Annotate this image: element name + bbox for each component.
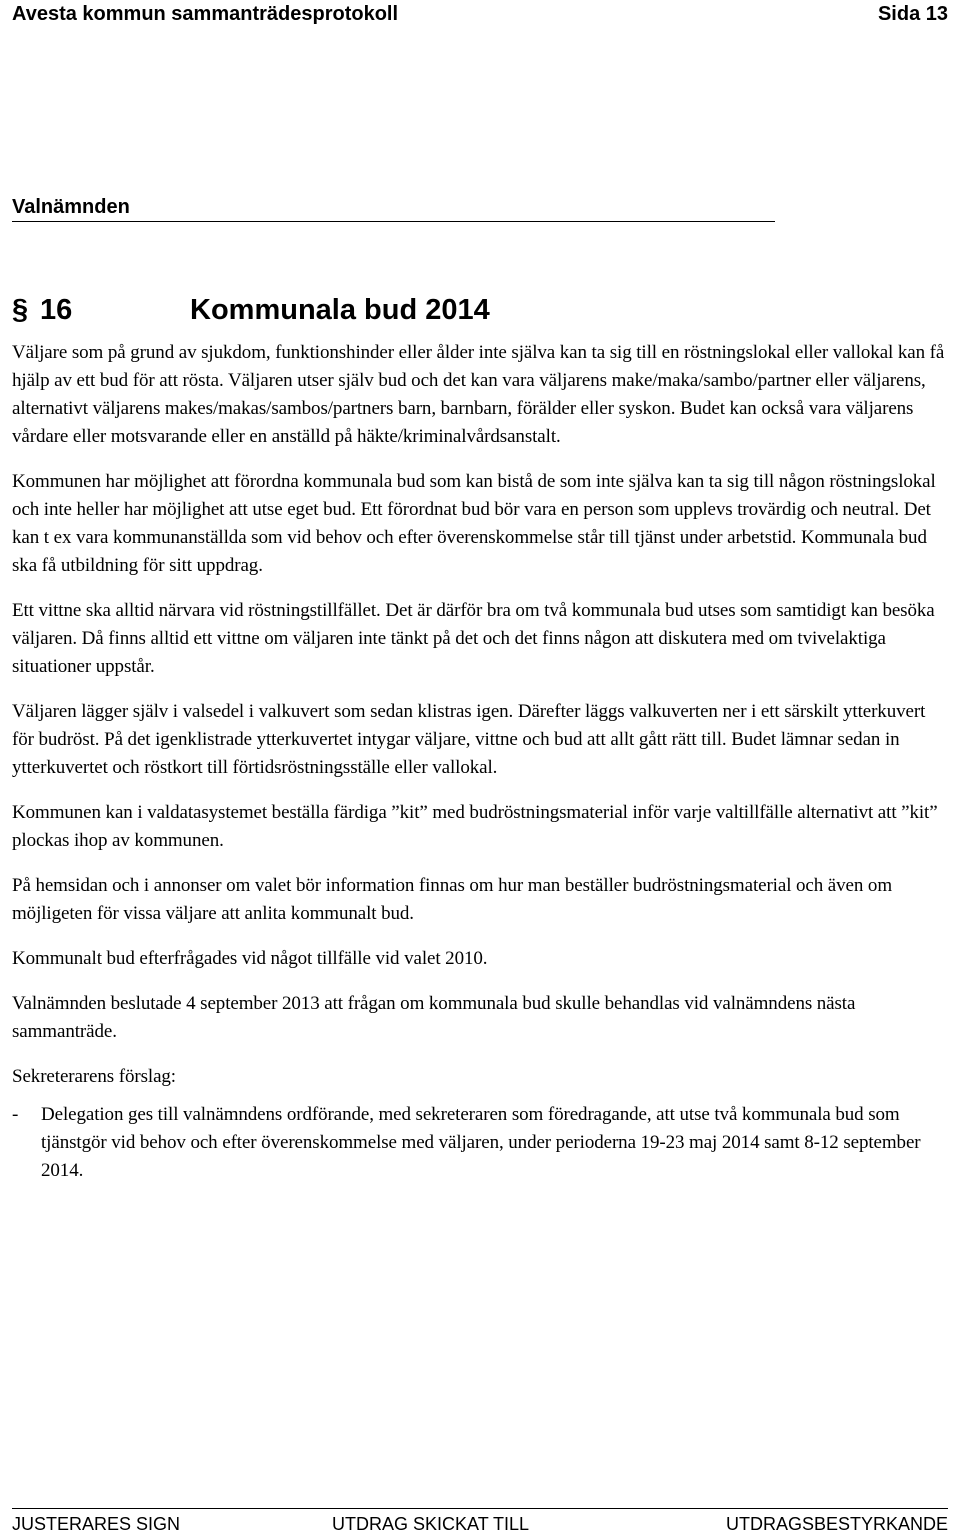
page-footer <box>12 1512 948 1536</box>
section-symbol: § <box>12 294 29 326</box>
section-heading <box>12 288 490 332</box>
footer-signature-label: JUSTERARES SIGN <box>12 1514 181 1534</box>
footer-sent-label: UTDRAG SKICKAT TILL <box>332 1514 530 1534</box>
paragraph: Väljare som på grund av sjukdom, funktionshinder eller ålder inte själva kan ta sig till en röstningslokal eller vallokal kan få hjälp av ett bud för att rösta. Väljaren utser själv bud och det kan vara väljarens make/maka/sambo/partner eller väljarens, alternativt väljarens makes/makas/sambos/partners barn, barnbarn, förälder eller syskon. Budet kan också vara väljarens vårdare eller motsvarande eller en anställd på häkte/kriminalvårdsanstalt. <box>12 342 945 447</box>
paragraph: Kommunen har möjlighet att förordna kommunala bud som kan bistå de som inte själva kan ta sig till någon röstningslokal och inte heller har möjlighet att utse eget bud. Ett förordnat bud bör vara en person som upplevs trovärdig och neutral. Det kan t ex vara kommunanställda som vid behov och efter överenskommelse står till tjänst under arbetstid. Kommunala bud ska få utbildning för sitt uppdrag. <box>12 471 936 576</box>
paragraph: Valnämnden beslutade 4 september 2013 att frågan om kommunala bud skulle behandlas vid valnämndens nästa sammanträde. <box>12 993 856 1042</box>
list-dash: - <box>12 1104 19 1125</box>
paragraph: Kommunalt bud efterfrågades vid något tillfälle vid valet 2010. <box>12 948 488 969</box>
page-header <box>12 0 948 28</box>
proposal-heading: Sekreterarens förslag: <box>12 1066 176 1087</box>
page-number: Sida 13 <box>877 3 948 25</box>
document-body <box>12 339 948 1185</box>
section-title: Kommunala bud 2014 <box>190 294 490 326</box>
paragraph: Kommunen kan i valdatasystemet beställa färdiga ”kit” med budröstningsmaterial inför varje valtillfälle alternativt att ”kit” plockas ihop av kommunen. <box>12 802 938 851</box>
paragraph: På hemsidan och i annonser om valet bör information finnas om hur man beställer budröstningsmaterial och även om möjligeten för vissa väljare att anlita kommunalt bud. <box>12 875 893 924</box>
committee-name: Valnämnden <box>12 196 130 218</box>
footer-rule <box>12 1508 948 1509</box>
proposal-item <box>12 1101 948 1185</box>
document-title: Avesta kommun sammanträdesprotokoll <box>12 3 399 25</box>
section-number: 16 <box>40 294 73 326</box>
proposal-text: Delegation ges till valnämndens ordförande, med sekreteraren som föredragande, att utse två kommunala bud som tjänstgör vid behov och efter överenskommelse med väljaren, under perioderna 19-23 maj 2014 samt 8-12 september 2014. <box>41 1104 921 1181</box>
paragraph: Ett vittne ska alltid närvara vid röstningstillfället. Det är därför bra om två kommunala bud utses som samtidigt kan besöka väljaren. Då finns alltid ett vittne om väljaren inte tänkt på det och det finns någon att diskutera med om tvivelaktiga situationer uppstår. <box>12 600 935 677</box>
footer-certify-label: UTDRAGSBESTYRKANDE <box>725 1514 948 1534</box>
paragraph: Väljaren lägger själv i valsedel i valkuvert som sedan klistras igen. Därefter läggs valkuverten ner i ett särskilt ytterkuvert för budröst. På det igenklistrade ytterkuvertet intygar väljare, vittne och bud att allt gått rätt till. Budet lämnar sedan in ytterkuvertet och röstkort till förtidsröstningsställe eller vallokal. <box>12 701 926 778</box>
committee-underline <box>12 221 775 222</box>
